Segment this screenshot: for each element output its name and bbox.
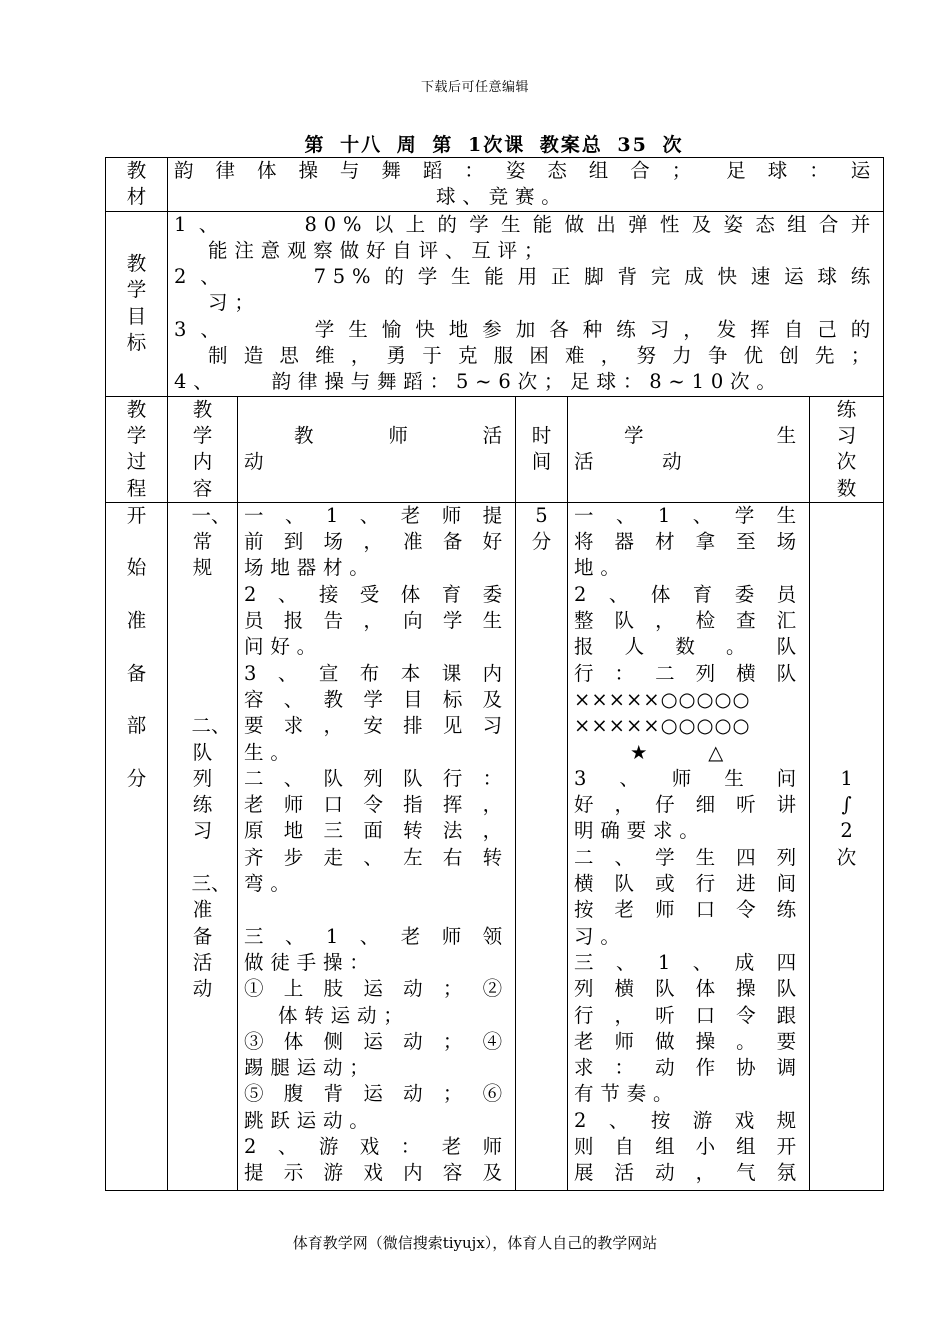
header-times-cell (810, 396, 884, 502)
activity-line: 行，听口令跟 (574, 1003, 803, 1027)
header-teacher-line1: 教 师 活 (294, 423, 509, 447)
activity-line: 前到场，准备好 (244, 530, 509, 554)
header-student-cell (568, 396, 810, 502)
lesson-plan-table (105, 157, 884, 1191)
practice-count-cell (810, 502, 884, 1190)
teacher-activity-cell (238, 502, 516, 1190)
practice-count-part: ∫ (841, 793, 852, 817)
activity-line: 则自组小组开 (574, 1134, 803, 1158)
activity-line: 要求，安排见习 (244, 714, 509, 738)
practice-count-part: 次 (836, 845, 857, 869)
activity-line: 老师口令指挥， (244, 793, 509, 817)
activity-line: 生。 (244, 740, 297, 764)
activity-line: 展活动，气氛 (574, 1161, 803, 1185)
activity-line: 求：动作协调 (574, 1056, 803, 1080)
goal-2-rest: 习； (208, 291, 261, 315)
header-student-line2: 活 动 (574, 450, 713, 474)
goal-3-rest: 制造思维，勇于克服困难，努力争优创先； (208, 344, 878, 368)
activity-line: 二、学生四列 (574, 845, 803, 869)
section-label-text: 开始准备部分 (126, 503, 147, 790)
goal-3-text: 学生愉快地参加各种练习，发挥自己的 (314, 317, 878, 341)
goal-3-first (174, 317, 877, 343)
goal-4-text: 韵律操与舞蹈：5~6次；足球：8~10次。 (271, 370, 783, 394)
goal-1-number: 1、 (174, 212, 231, 236)
activity-line: 将器材拿至场 (574, 530, 803, 554)
practice-count-part: 1 (840, 766, 853, 790)
time-value: 5 (535, 503, 548, 527)
activity-line: 地。 (574, 556, 627, 580)
lesson-title: 第 十八 周 第 1次课 教案总 35 次 (304, 134, 684, 156)
activity-line: 一、1、老师提 (244, 503, 509, 527)
activity-line: 提示游戏内容及 (244, 1161, 509, 1185)
header-content-cell (168, 396, 238, 502)
materials-row (106, 158, 884, 212)
content-item: 三、准备活动 (191, 872, 231, 1001)
goals-label-cell (106, 211, 168, 396)
activity-line: 报人数。队 (574, 635, 803, 659)
activity-line: 列横队体操队 (574, 977, 803, 1001)
activity-line: 行：二列横队 (574, 661, 803, 685)
time-cell (516, 502, 568, 1190)
body-row (106, 502, 884, 1190)
student-activity-cell (568, 502, 810, 1190)
materials-line-2: 球、竞赛。 (436, 185, 568, 209)
activity-line: ×××××○○○○○ (574, 714, 751, 738)
teacher-activity (244, 503, 509, 1187)
activity-line: ③体侧运动；④ (244, 1029, 509, 1053)
header-process-cell (106, 396, 168, 502)
activity-line: 弯。 (244, 872, 297, 896)
footer-note: 体育教学网（微信搜索tiyujx），体育人自己的教学网站 (292, 1234, 658, 1252)
content-item: 一、常规 (191, 503, 231, 580)
activity-line: 齐步走、左右转 (244, 845, 509, 869)
activity-line: 踢腿运动； (244, 1056, 376, 1080)
header-teacher-line2: 动 (244, 450, 271, 474)
activity-line: 问好。 (244, 635, 323, 659)
activity-line: 容、教学目标及 (244, 687, 509, 711)
header-teacher-cell (238, 396, 516, 502)
practice-count-part: 2 (840, 819, 853, 843)
activity-line: ⑤腹背运动；⑥ (244, 1082, 509, 1106)
activity-line: 三、1、老师领 (244, 924, 509, 948)
activity-line: ★ △ (630, 740, 751, 764)
practice-count (810, 766, 883, 871)
goal-2-text: 75%的学生能用正脚背完成快速运球练 (313, 265, 878, 289)
header-note: 下载后可任意编辑 (420, 80, 529, 95)
materials-label-cell (106, 158, 168, 212)
activity-line: 三、1、成四 (574, 950, 803, 974)
activity-line: 明确要求。 (574, 819, 706, 843)
content-cell (168, 502, 238, 1190)
goal-3-number: 3、 (174, 317, 234, 341)
content-item: 二、队列练习 (191, 714, 231, 843)
activity-line: ×××××○○○○○ (574, 687, 751, 711)
header-times: 练习次数 (836, 397, 857, 500)
activity-line: 3、宣布本课内 (244, 661, 509, 685)
goal-4-first (174, 369, 877, 395)
activity-line: 员报告，向学生 (244, 609, 509, 633)
section-label (126, 490, 148, 806)
section-cell (106, 502, 168, 1190)
goal-4-number: 4、 (174, 370, 220, 394)
activity-line: 横队或行进间 (574, 872, 803, 896)
activity-line: 2、按游戏规 (574, 1108, 803, 1132)
header-row (106, 396, 884, 502)
goal-1-first (174, 212, 877, 238)
goals-cell (168, 211, 884, 396)
activity-line (244, 897, 509, 923)
activity-line: 体转运动； (278, 1003, 410, 1027)
student-activity (574, 503, 803, 1187)
activity-line: 一、1、学生 (574, 503, 803, 527)
goal-2-number: 2、 (174, 265, 234, 289)
header-process: 教学过程 (126, 397, 147, 500)
materials-label: 教材 (126, 159, 147, 209)
content-items (191, 503, 231, 1003)
activity-line: 2、游戏：老师 (244, 1134, 509, 1158)
activity-line: 习。 (574, 924, 627, 948)
header-time: 时间 (531, 423, 552, 474)
activity-line: 整队，检查汇 (574, 609, 803, 633)
activity-line: 按老师口令练 (574, 898, 803, 922)
activity-line: 2、体育委员 (574, 582, 803, 606)
goal-1-rest: 能注意观察做好自评、互评； (208, 238, 551, 262)
goals-label: 教学目标 (126, 252, 147, 354)
activity-line: 好，仔细听讲 (574, 793, 803, 817)
time-unit: 分 (531, 530, 552, 554)
activity-line: 做徒手操： (244, 950, 376, 974)
activity-line: 2、接受体育委 (244, 582, 509, 606)
activity-line: 二、队列队行： (244, 766, 509, 790)
activity-line: 3、师生问 (574, 766, 803, 790)
activity-line: 有节奏。 (574, 1082, 680, 1106)
goals-row (106, 211, 884, 396)
activity-line: 跳跃运动。 (244, 1108, 376, 1132)
activity-line: 老师做操。要 (574, 1029, 803, 1053)
activity-line: ①上肢运动；② (244, 977, 509, 1001)
activity-line: 场地器材。 (244, 556, 376, 580)
header-student-line1: 学 生 (624, 423, 803, 447)
goal-1-text: 80%以上的学生能做出弹性及姿态组合并 (304, 212, 878, 236)
header-content: 教学内容 (192, 397, 213, 500)
materials-line-1: 韵律体操与舞蹈：姿态组合； 足球：运 (174, 159, 878, 182)
activity-line: 原地三面转法， (244, 819, 509, 843)
goal-2-first (174, 264, 877, 290)
materials-cell (168, 158, 884, 212)
header-time-cell (516, 396, 568, 502)
